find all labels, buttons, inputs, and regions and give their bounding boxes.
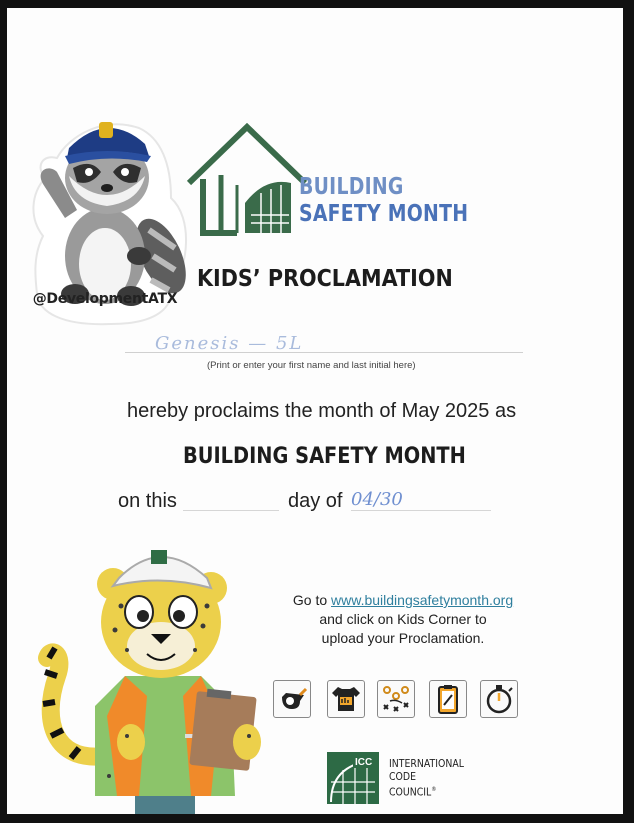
instructions (266, 591, 540, 648)
icc-line3: COUNCIL® (389, 785, 437, 799)
instructions-line1 (266, 591, 540, 610)
date-field-value[interactable]: 04/30 (351, 489, 403, 510)
icc-line2: CODE (389, 770, 417, 783)
name-field-line (125, 352, 523, 353)
on-this-label: on this (118, 490, 177, 512)
website-link[interactable]: www.buildingsafetymonth.org (331, 592, 514, 608)
logo-wordmark (299, 174, 468, 228)
house-logo-icon (185, 123, 309, 237)
stopwatch-icon (480, 680, 518, 718)
page-title: KIDS’ PROCLAMATION (197, 266, 453, 292)
logo-line1: BUILDING (299, 174, 404, 200)
icc-logo-icon (327, 752, 379, 804)
proclamation-page (7, 8, 623, 814)
day-of-label: day of (288, 490, 343, 512)
name-field-hint: (Print or enter your first name and last initial here) (207, 360, 416, 371)
svg-text:ICC: ICC (355, 757, 373, 768)
icc-wordmark (389, 757, 464, 799)
icc-line1: INTERNATIONAL (389, 757, 464, 770)
cheetah-mascot (35, 526, 271, 814)
social-handle: @DevelopmentATX (32, 291, 178, 307)
whistle-icon (273, 680, 311, 718)
clipboard-icon (429, 680, 467, 718)
name-field-value[interactable]: Genesis — 5L (155, 333, 304, 354)
play-diagram-icon (377, 680, 415, 718)
instructions-line3: upload your Proclamation. (321, 630, 485, 646)
proclaims-text: hereby proclaims the month of May 2025 as (127, 400, 517, 422)
month-title: BUILDING SAFETY MONTH (183, 444, 466, 469)
day-field-line[interactable] (183, 510, 279, 511)
logo-line2: SAFETY MONTH (299, 201, 469, 227)
shirt-icon (327, 680, 365, 718)
instructions-line2: and click on Kids Corner to (319, 611, 487, 627)
date-field-line (351, 510, 491, 511)
instructions-prefix: Go to (292, 592, 332, 608)
